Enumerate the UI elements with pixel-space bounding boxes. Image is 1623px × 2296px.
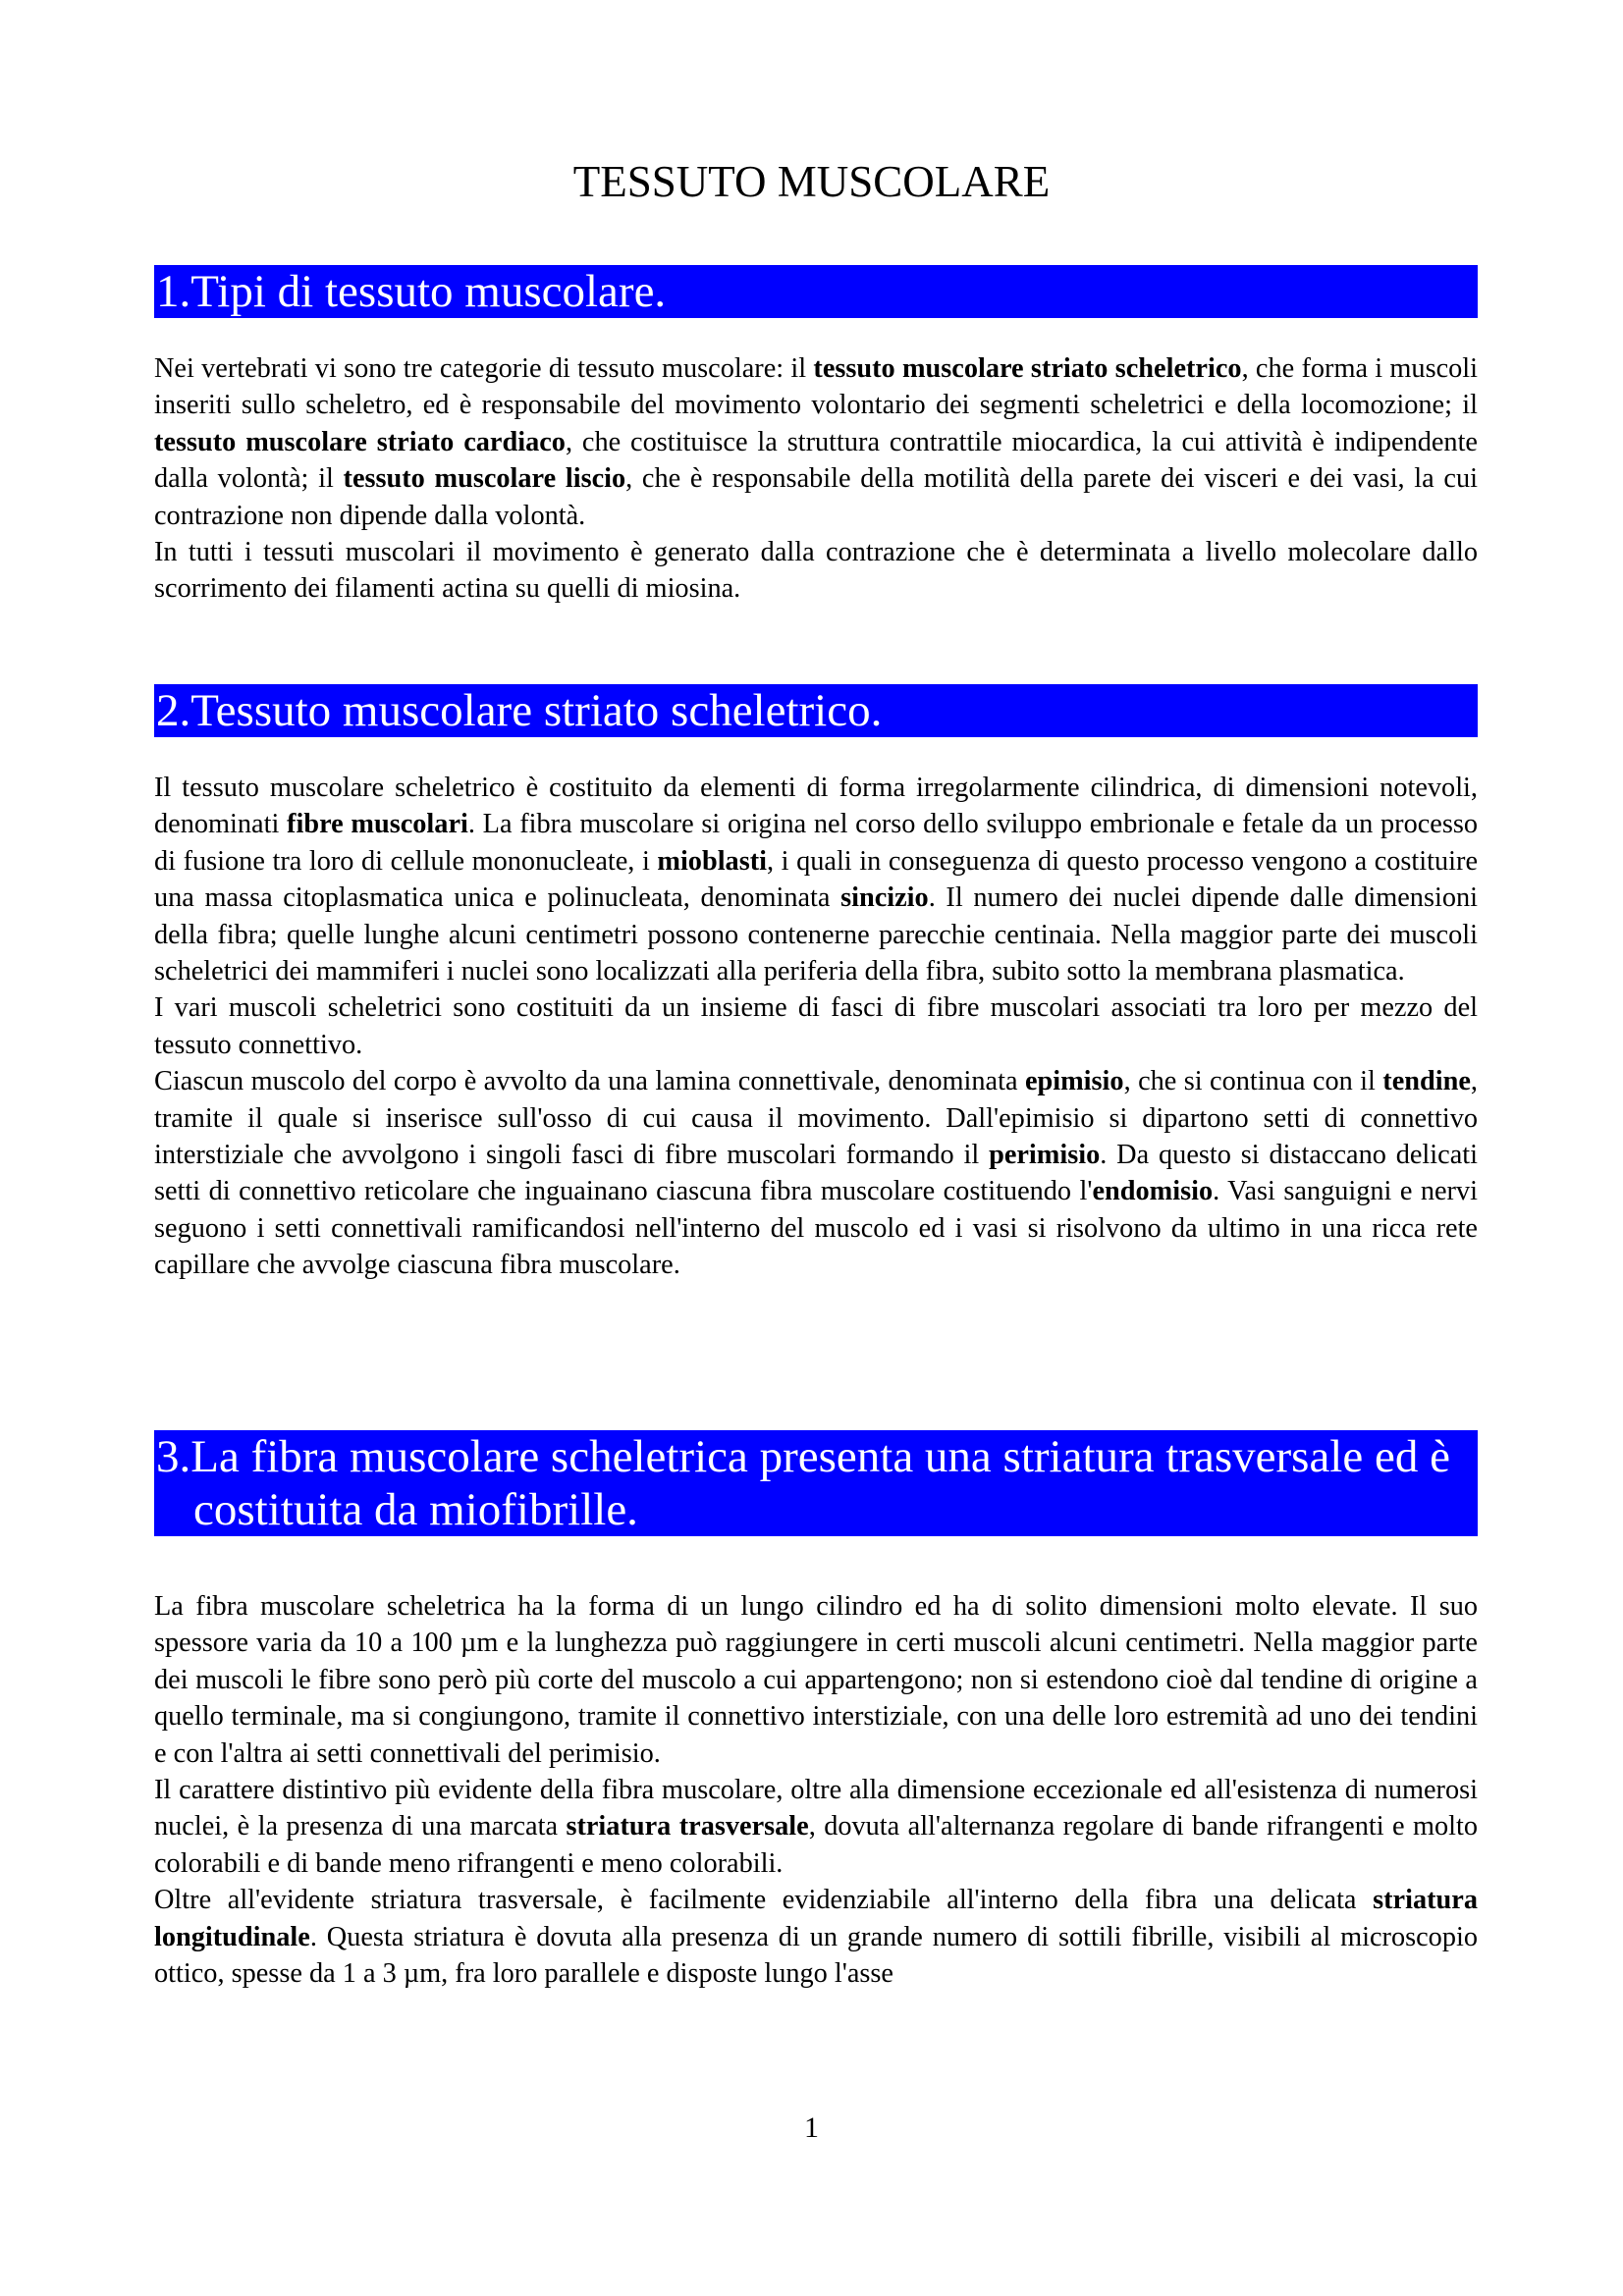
section-3-body [154,1588,1478,1992]
paragraph [154,1882,1478,1992]
bold-term: sincizio [840,882,929,914]
paragraph [154,534,1478,608]
text-run: . Questa striatura è dovuta alla presenza di un grande numero di sottili fibrille, visibili al microscopio ottico, spesse da 1 a 3 µm, fra loro parallele e disposte lungo l'asse [154,1921,1478,1990]
bold-term: endomisio [1092,1176,1214,1207]
paragraph [154,1063,1478,1283]
text-run: , che costituisce la struttura contrattile miocardica, la cui attività è indipendente dalla volontà; il [154,426,1478,495]
bold-term: tessuto muscolare striato scheletrico [813,353,1242,384]
text-run: . Il numero dei nuclei dipende dalle dimensioni della fibra; quelle lunghe alcuni centimetri possono contenerne parecchie centinaia. Nella maggior parte dei muscoli scheletrici dei mammiferi i nuclei sono localizzati alla periferia della fibra, subito sotto la membrana plasmatica. [154,882,1478,988]
paragraph [154,989,1478,1063]
bold-term: epimisio [1024,1066,1124,1097]
page-title: TESSUTO MUSCOLARE [572,157,1051,206]
page-number: 1 [804,2111,819,2144]
text-run: Il tessuto muscolare scheletrico è costituito da elementi di forma irregolarmente cilindrica, di dimensioni notevoli, denominati [154,773,1478,840]
paragraph [154,350,1478,534]
bold-term: mioblasti [657,845,768,877]
bold-term: tendine [1382,1066,1471,1097]
bold-term: striatura trasversale [566,1811,809,1842]
text-run: , tramite il quale si inserisce sull'osso di cui causa il movimento. Dall'epimisio si dipartono setti di connettivo interstiziale che avvolgono i singoli fasci di fibre muscolari formando il [154,1066,1478,1171]
bold-term: tessuto muscolare liscio [343,463,626,495]
bold-term: tessuto muscolare striato cardiaco [154,426,566,457]
text-run: In tutti i tessuti muscolari il movimento è generato dalla contrazione che è determinata a livello molecolare dallo scorrimento dei filamenti actina su quelli di miosina. [154,537,1478,605]
text-run: . Da questo si distaccano delicati setti di connettivo reticolare che inguainano ciascuna fibra muscolare costituendo l' [154,1140,1478,1207]
text-run: Ciascun muscolo del corpo è avvolto da una lamina connettivale, denominata [154,1066,1025,1097]
paragraph [154,1588,1478,1772]
text-run: . Vasi sanguigni e nervi seguono i setti connettivali ramificandosi nell'interno del muscolo ed i vasi si risolvono da ultimo in una ricca rete capillare che avvolge ciascuna fibra muscolare. [154,1176,1478,1281]
bold-term: fibre muscolari [287,809,468,840]
text-run: Nei vertebrati vi sono tre categorie di tessuto muscolare: il [154,353,814,384]
text-run: I vari muscoli scheletrici sono costituiti da un insieme di fasci di fibre muscolari associati tra loro per mezzo del tessuto connettivo. [154,992,1478,1060]
text-run: , che è responsabile della motilità della parete dei visceri e dei vasi, la cui contrazione non dipende dalla volontà. [154,463,1478,531]
section-1-heading: 1.Tipi di tessuto muscolare. [154,265,1478,318]
text-run: La fibra muscolare scheletrica ha la forma di un lungo cilindro ed ha di solito dimensioni molto elevate. Il suo spessore varia da 10 a 100 µm e la lunghezza può raggiungere in certi muscoli alcuni centimetri. Nella maggior parte dei muscoli le fibre sono però più corte del muscolo a cui appartengono; non si estendono cioè dal tendine di origine a quello terminale, ma si congiungono, tramite il connettivo interstiziale, con una delle loro estremità ad uno dei tendini e con l'altra ai setti connettivali del perimisio. [154,1591,1478,1769]
bold-term: perimisio [989,1140,1101,1171]
section-2-heading: 2.Tessuto muscolare striato scheletrico. [154,684,1478,737]
text-run: . La fibra muscolare si origina nel corso dello sviluppo embrionale e fetale da un processo di fusione tra loro di cellule mononucleate, i [154,809,1479,877]
section-2-body [154,770,1478,1284]
text-run: , che si continua con il [1123,1066,1383,1097]
paragraph [154,1772,1478,1882]
text-run: , dovuta all'alternanza regolare di bande rifrangenti e molto colorabili e di bande meno rifrangenti e meno colorabili. [154,1811,1478,1879]
text-run: , i quali in conseguenza di questo processo vengono a costituire una massa citoplasmatica unica e polinucleata, denominata [154,845,1479,914]
section-3-heading: 3.La fibra muscolare scheletrica presenta una striatura trasversale ed è costituita da miofibrille. [154,1430,1478,1536]
text-run: Il carattere distintivo più evidente della fibra muscolare, oltre alla dimensione eccezionale ed all'esistenza di numerosi nuclei, è la presenza di una marcata [154,1775,1478,1842]
text-run: Oltre all'evidente striatura trasversale, è facilmente evidenziabile all'interno della fibra una delicata [154,1885,1374,1916]
section-1-body [154,350,1478,608]
bold-term: striatura longitudinale [154,1885,1478,1952]
text-run: , che forma i muscoli inseriti sullo scheletro, ed è responsabile del movimento volontario dei segmenti scheletrici e della locomozione; il [154,353,1479,421]
paragraph [154,770,1478,989]
